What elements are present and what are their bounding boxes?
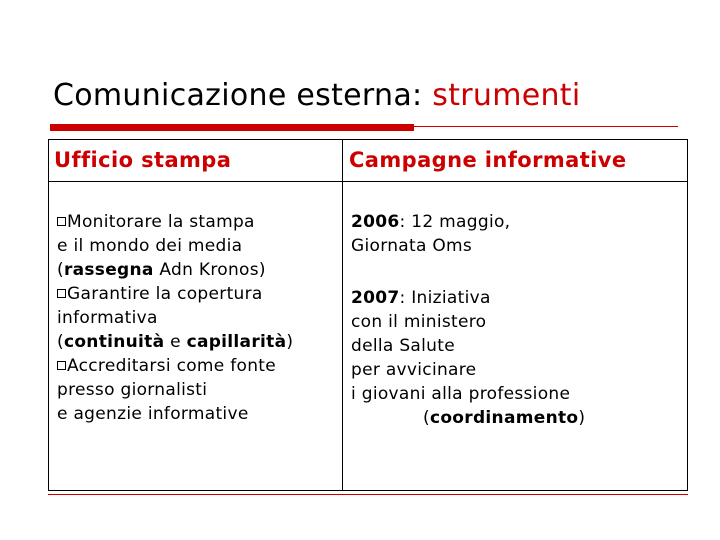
title-underline-thick <box>50 124 414 131</box>
campagna-2007: 2007: Iniziativa con il ministero della Salute per avvicinare i giovani alla professione (coordinamento) <box>351 288 586 428</box>
list-item: Monitorare la stampa <box>57 210 293 234</box>
table-header-divider <box>49 181 687 182</box>
header-ufficio-stampa: Ufficio stampa <box>54 148 232 172</box>
ufficio-stampa-list: Monitorare la stampa e il mondo dei media (rassegna Adn Kronos) Garantire la copertura informativa (continuità e capillarità) Accreditarsi come fonte presso giornalisti e agenzie informative <box>57 212 294 424</box>
header-campagne-informative: Campagne informative <box>349 148 627 172</box>
slide-title-main: Comunicazione esterna: <box>53 78 433 113</box>
square-bullet-icon <box>57 289 66 298</box>
square-bullet-icon <box>57 217 66 226</box>
table-column-divider <box>342 140 343 490</box>
slide-title <box>53 78 581 114</box>
bottom-rule <box>48 494 688 495</box>
tools-table <box>48 139 688 491</box>
slide-title-accent: strumenti <box>432 78 581 113</box>
square-bullet-icon <box>57 361 66 370</box>
title-underline-thin <box>414 126 678 127</box>
campagna-2006: 2006: 12 maggio, Giornata Oms <box>351 212 511 256</box>
list-item: Accreditarsi come fonte <box>57 354 293 378</box>
list-item: Garantire la copertura <box>57 282 293 306</box>
